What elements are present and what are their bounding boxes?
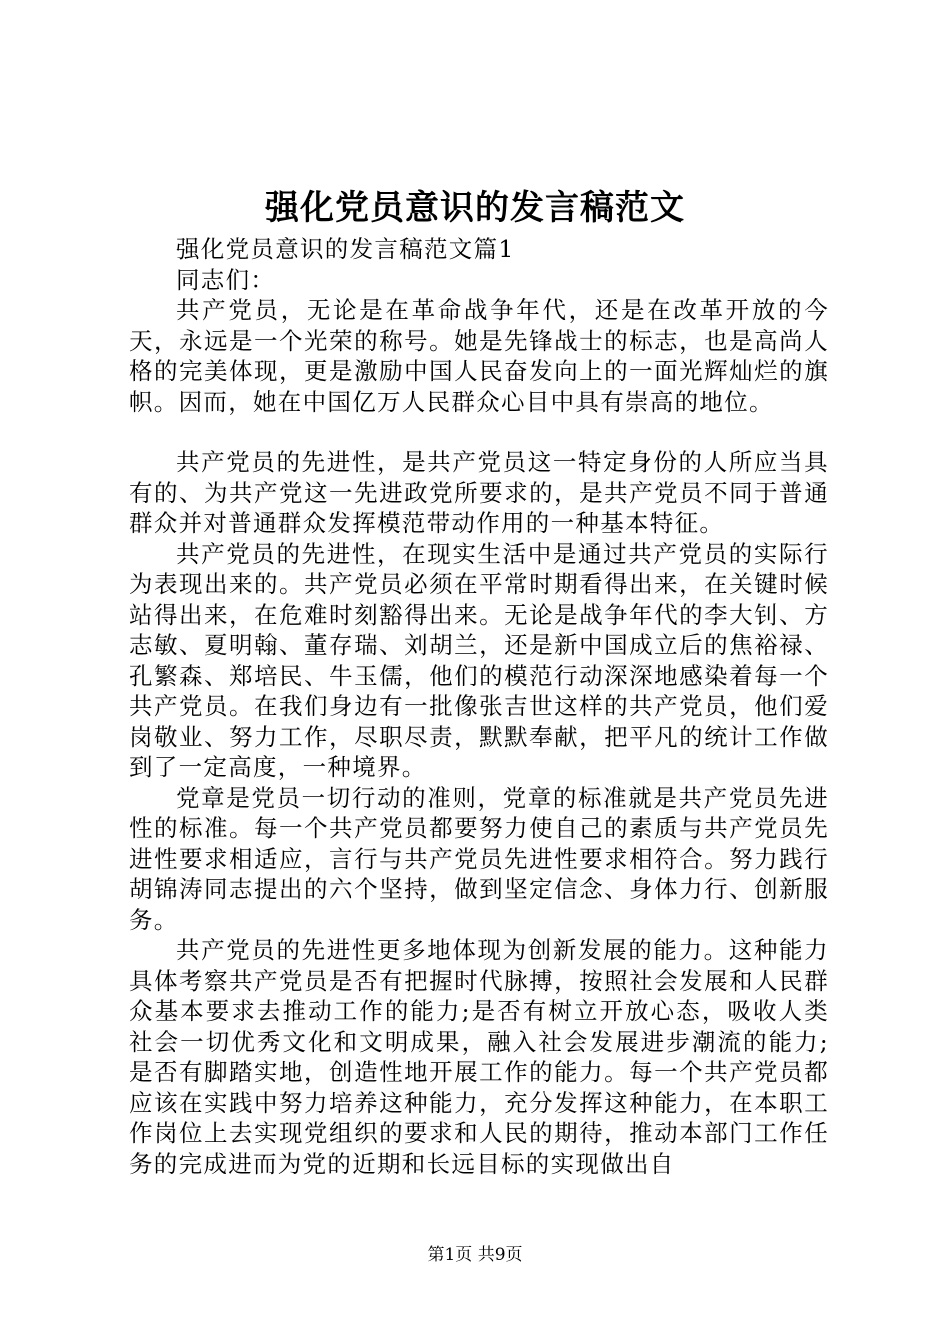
page-footer: 第1页 共9页 (427, 1245, 523, 1265)
paragraph-4: 党章是党员一切行动的准则，党章的标准就是共产党员先进性的标准。每一个共产党员都要努力使自己的素质与共产党员先进性要求相适应，言行与共产党员先进性要求相符合。努力践行胡锦涛同志提出的六个坚持，做到坚定信念、身体力行、创新服务。 (129, 783, 829, 934)
document-body (129, 234, 829, 1179)
paragraph-5: 共产党员的先进性更多地体现为创新发展的能力。这种能力具体考察共产党员是否有把握时代脉搏，按照社会发展和人民群众基本要求去推动工作的能力;是否有树立开放心态，吸收人类社会一切优秀文化和文明成果，融入社会发展进步潮流的能力;是否有脚踏实地，创造性地开展工作的能力。每一个共产党员都应该在实践中努力培养这种能力，充分发挥这种能力，在本职工作岗位上去实现党组织的要求和人民的期待，推动本部门工作任务的完成进而为党的近期和长远目标的实现做出自 (129, 936, 829, 1178)
salutation: 同志们： (176, 265, 276, 294)
document-title: 强化党员意识的发言稿范文 (265, 188, 685, 228)
paragraph-1: 共产党员，无论是在革命战争年代，还是在改革开放的今天，永远是一个光荣的称号。她是先锋战士的标志，也是高尚人格的完美体现，更是激励中国人民奋发向上的一面光辉灿烂的旗帜。因而，她在中国亿万人民群众心目中具有崇高的地位。 (129, 296, 829, 416)
paragraph-3: 共产党员的先进性，在现实生活中是通过共产党员的实际行为表现出来的。共产党员必须在平常时期看得出来，在关键时候站得出来，在危难时刻豁得出来。无论是战争年代的李大钊、方志敏、夏明翰、董存瑞、刘胡兰，还是新中国成立后的焦裕禄、孔繁森、郑培民、牛玉儒，他们的模范行动深深地感染着每一个共产党员。在我们身边有一批像张吉世这样的共产党员，他们爱岗敬业、努力工作，尽职尽责，默默奉献，把平凡的统计工作做到了一定高度，一种境界。 (129, 539, 829, 781)
document-subtitle: 强化党员意识的发言稿范文篇1 (176, 235, 515, 263)
paragraph-2: 共产党员的先进性，是共产党员这一特定身份的人所应当具有的、为共产党这一先进政党所要求的，是共产党员不同于普通群众并对普通群众发挥模范带动作用的一种基本特征。 (129, 448, 829, 537)
